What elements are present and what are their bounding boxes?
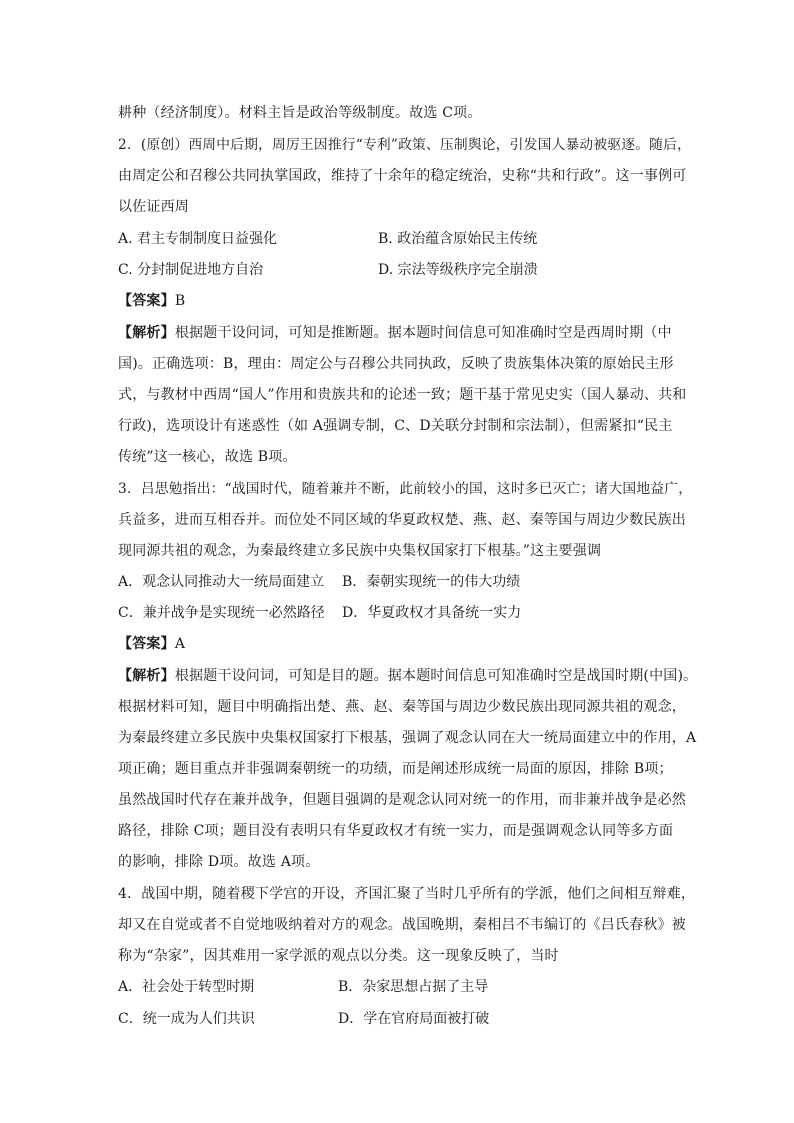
q3-analysis-line-5: 虽然战国时代存在兼并战争，但题目强调的是观念认同对统一的作用，而非兼并战争是必然: [118, 792, 686, 808]
q3-option-a: A．观念认同推动大一统局面建立: [118, 574, 325, 590]
q4-stem-line-1: 4．战国中期，随着稷下学宫的开设，齐国汇聚了当时几乎所有的学派，他们之间相互辩难，: [118, 886, 696, 902]
q2-analysis-text-1: 根据题干设问词，可知是推断题。据本题时间信息可知准确时空是西周时期（中: [174, 325, 672, 341]
q3-option-c: C．兼并战争是实现统一必然路径: [118, 605, 325, 621]
q2-option-b: B. 政治蕴含原始民主传统: [378, 231, 538, 247]
q3-answer-label: 【答案】: [118, 636, 175, 652]
q3-analysis-line-1: [118, 666, 697, 686]
q2-stem-line-1: 2．(原创）西周中后期，周厉王因推行“专利”政策、压制舆论，引发国人暴动被驱逐。随后，: [118, 137, 692, 153]
q3-analysis-label: 【解析】: [118, 668, 175, 684]
q2-stem-line-2: 由周定公和召穆公共同执掌国政，维持了十余年的稳定统治，史称“共和行政”。这一事例可: [118, 168, 687, 184]
q3-stem-line-3: 现同源共祖的观念，为秦最终建立多民族中央集权国家打下根基。”这主要强调: [118, 543, 602, 559]
q2-analysis-line-1: [118, 323, 672, 343]
q3-stem-line-1: 3．吕思勉指出：“战国时代，随着兼并不断，此前较小的国，这时多已灭亡；诸大国地益广，: [118, 481, 693, 497]
q4-option-d: D．学在官府局面被打破: [338, 1011, 490, 1027]
q2-analysis-line-3: 式，与教材中西周“国人”作用和贵族共和的论述一致；题干基于常见史实（国人暴动、共和: [118, 387, 687, 403]
q4-stem-line-2: 却又在自觉或者不自觉地吸纳着对方的观念。战国晚期，秦相吕不韦编订的《吕氏春秋》被: [118, 917, 686, 933]
q3-analysis-line-3: 为秦最终建立多民族中央集权国家打下根基，强调了观念认同在大一统局面建立中的作用，A: [118, 730, 697, 746]
q2-analysis-line-2: 国)。正确选项：B，理由：周定公与召穆公共同执政，反映了贵族集体决策的原始民主形: [118, 356, 674, 372]
q3-analysis-text-1: 根据题干设问词，可知是目的题。据本题时间信息可知准确时空是战国时期(中国)。: [174, 668, 698, 684]
q4-option-b: B．杂家思想占据了主导: [338, 979, 489, 995]
q4-option-a: A．社会处于转型时期: [118, 979, 255, 995]
q2-answer-value: B: [174, 293, 186, 309]
q3-option-d: D．华夏政权才具备统一实力: [342, 605, 522, 621]
q2-option-c: C. 分封制促进地方自治: [118, 262, 264, 278]
q2-analysis-label: 【解析】: [118, 325, 175, 341]
q2-option-d: D. 宗法等级秩序完全崩溃: [378, 262, 538, 278]
q3-analysis-line-4: 项正确；题目重点并非强调秦朝统一的功绩，而是阐述形成统一局面的原因，排除 B项；: [118, 761, 673, 777]
q2-stem-line-3: 以佐证西周: [118, 199, 189, 215]
q3-option-b: B．秦朝实现统一的伟大功绩: [342, 574, 521, 590]
q2-analysis-line-5: 传统”这一核心，故选 B项。: [118, 449, 297, 465]
q2-analysis-line-4: 行政)，选项设计有迷惑性（如 A强调专制，C、D关联分封制和宗法制），但需紧扣“民主: [118, 418, 673, 434]
q2-answer: [118, 291, 185, 311]
q3-answer-value: A: [174, 636, 186, 652]
q3-stem-line-2: 兵益多，进而互相吞并。而位处不同区域的华夏政权楚、燕、赵、秦等国与周边少数民族出: [118, 512, 686, 528]
q3-analysis-line-6: 路径，排除 C项；题目没有表明只有华夏政权才有统一实力，而是强调观念认同等多方面: [118, 823, 674, 839]
q2-answer-label: 【答案】: [118, 293, 175, 309]
intro-line: 耕种（经济制度）。材料主旨是政治等级制度。故选 C项。: [118, 105, 482, 121]
q4-option-c: C．统一成为人们共识: [118, 1011, 255, 1027]
q3-analysis-line-7: 的影响，排除 D项。故选 A项。: [118, 854, 320, 870]
q3-answer: [118, 634, 185, 654]
q2-option-a: A. 君主专制制度日益强化: [118, 231, 278, 247]
q3-analysis-line-2: 根据材料可知，题目中明确指出楚、燕、赵、秦等国与周边少数民族出现同源共祖的观念，: [118, 699, 686, 715]
q4-stem-line-3: 称为“杂家”，因其难用一家学派的观点以分类。这一现象反映了，当时: [118, 948, 559, 964]
